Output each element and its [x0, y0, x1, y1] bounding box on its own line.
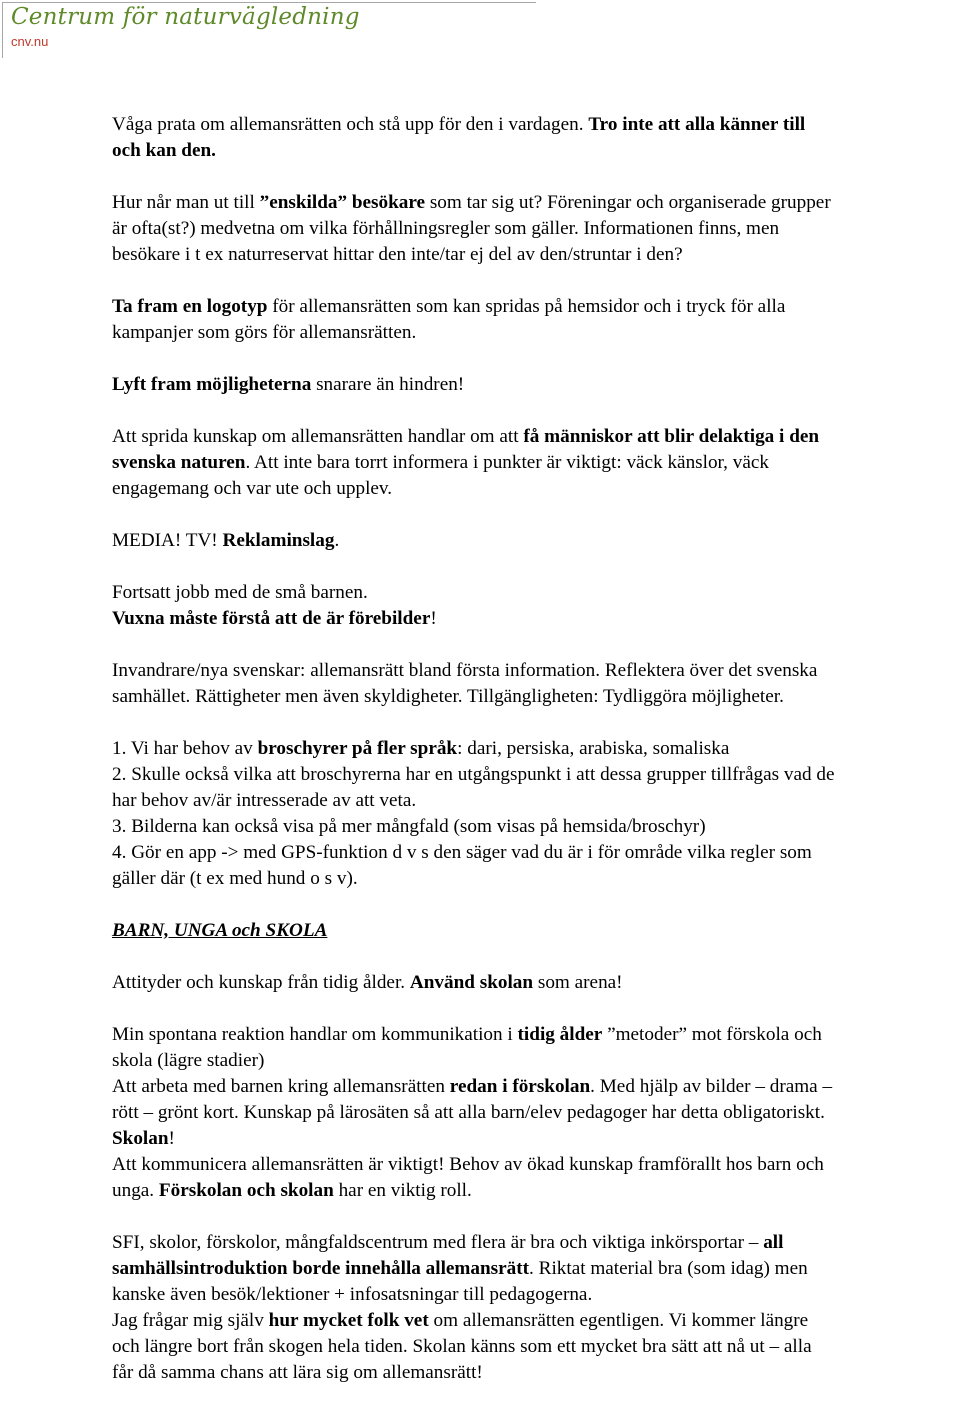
bold-text: och kan den.	[112, 140, 216, 161]
text-run: Att sprida kunskap om allemansrätten handlar om att	[112, 426, 524, 447]
bold-text: Ta fram en logotyp	[112, 296, 268, 317]
text-run: som arena!	[533, 972, 623, 993]
bold-text: Tro inte att alla känner till	[588, 114, 806, 135]
brand-url: cnv.nu	[11, 34, 49, 49]
text-line	[112, 1282, 960, 1308]
bold-text: Reklaminslag	[222, 530, 335, 551]
text-run: Invandrare/nya svenskar: allemansrätt bland första information. Reflektera över det svenska	[112, 660, 818, 681]
bold-text: Förskolan och skolan	[158, 1180, 334, 1201]
paragraph	[112, 580, 960, 632]
text-run: kanske även besök/lektioner + infosatsningar till pedagogerna.	[112, 1284, 593, 1305]
text-line	[112, 684, 960, 710]
bold-text: Lyft fram möjligheterna	[112, 374, 312, 395]
text-run: skola (lägre stadier)	[112, 1050, 265, 1071]
text-line	[112, 1334, 960, 1360]
text-run: ”metoder” mot förskola och	[602, 1024, 822, 1045]
text-line	[112, 1022, 960, 1048]
text-line	[112, 1178, 960, 1204]
bold-text: hur mycket folk vet	[268, 1310, 429, 1331]
paragraph	[112, 736, 960, 892]
text-line	[112, 424, 960, 450]
text-run: har behov av/är intresserade av att veta.	[112, 790, 417, 811]
text-line	[112, 788, 960, 814]
text-run: MEDIA! TV!	[112, 530, 223, 551]
text-run: 4. Gör en app -> med GPS-funktion d v s den säger vad du är i för område vilka regler som	[112, 842, 812, 863]
text-run: rött – grönt kort. Kunskap på lärosäten så att alla barn/elev pedagoger har detta obligatoriskt.	[112, 1102, 825, 1123]
brand-logo-text: Centrum för naturvägledning	[11, 4, 360, 30]
text-line	[112, 450, 960, 476]
text-run: .	[334, 530, 340, 551]
text-run: för allemansrätten som kan spridas på hemsidor och i tryck för alla	[267, 296, 786, 317]
text-line	[112, 1308, 960, 1334]
text-run: Att kommunicera allemansrätten är viktigt! Behov av ökad kunskap framförallt hos barn och	[112, 1154, 824, 1175]
text-run: engagemang och var ute och upplev.	[112, 478, 393, 499]
text-run: . Med hjälp av bilder – drama –	[590, 1076, 833, 1097]
text-run: BARN, UNGA och SKOLA	[112, 920, 328, 941]
text-run: om allemansrätten egentligen. Vi kommer längre	[428, 1310, 809, 1331]
text-line	[112, 372, 960, 398]
text-run: besökare i t ex naturreservat hittar den inte/tar ej del av den/struntar i den?	[112, 244, 683, 265]
text-run: Attityder och kunskap från tidig ålder.	[112, 972, 410, 993]
text-run: Min spontana reaktion handlar om kommunikation i	[112, 1024, 518, 1045]
paragraph	[112, 658, 960, 710]
paragraph	[112, 372, 960, 398]
paragraph	[112, 1022, 960, 1204]
text-line	[112, 1074, 960, 1100]
text-line	[112, 866, 960, 892]
paragraph	[112, 1230, 960, 1386]
header-rule-horizontal	[2, 2, 536, 3]
text-run: !	[430, 608, 437, 629]
text-line	[112, 736, 960, 762]
text-line	[112, 528, 960, 554]
text-line	[112, 970, 960, 996]
paragraph	[112, 112, 960, 164]
text-run: gäller där (t ex med hund o s v).	[112, 868, 358, 889]
text-line	[112, 476, 960, 502]
text-run: Fortsatt jobb med de små barnen.	[112, 582, 368, 603]
bold-text: Använd skolan	[409, 972, 534, 993]
bold-text: svenska naturen	[112, 452, 246, 473]
text-run: har en viktig roll.	[333, 1180, 472, 1201]
text-line	[112, 294, 960, 320]
text-run: : dari, persiska, arabiska, somaliska	[457, 738, 730, 759]
text-run: snarare än hindren!	[311, 374, 465, 395]
section-heading	[112, 918, 960, 944]
page-header	[0, 0, 540, 60]
header-rule-vertical	[2, 2, 3, 58]
bold-text: Skolan	[112, 1128, 169, 1149]
text-run: Jag frågar mig själv	[112, 1310, 269, 1331]
text-line	[112, 580, 960, 606]
text-run: . Riktat material bra (som idag) men	[529, 1258, 808, 1279]
text-line	[112, 190, 960, 216]
bold-text: Vuxna måste förstå att de är förebilder	[112, 608, 431, 629]
text-line	[112, 216, 960, 242]
bold-text: ”enskilda” besökare	[259, 192, 426, 213]
text-line	[112, 658, 960, 684]
text-line	[112, 1152, 960, 1178]
text-line	[112, 138, 960, 164]
bold-text: broschyrer på fler språk	[257, 738, 458, 759]
text-line	[112, 1256, 960, 1282]
paragraph	[112, 424, 960, 502]
text-run: 1. Vi har behov av	[112, 738, 258, 759]
text-run: kampanjer som görs för allemansrätten.	[112, 322, 417, 343]
paragraph	[112, 190, 960, 268]
text-run: unga.	[112, 1180, 159, 1201]
paragraph	[112, 970, 960, 996]
text-run: och längre bort från skogen hela tiden. Skolan känns som ett mycket bra sätt att nå ut – alla	[112, 1336, 812, 1357]
text-line	[112, 1360, 960, 1386]
text-run: Att arbeta med barnen kring allemansrätten	[112, 1076, 450, 1097]
bold-text: tidig ålder	[517, 1024, 603, 1045]
text-run: får då samma chans att lära sig om allemansrätt!	[112, 1362, 483, 1383]
text-line	[112, 242, 960, 268]
text-run: 2. Skulle också vilka att broschyrerna har en utgångspunkt i att dessa grupper tillfrågas vad de	[112, 764, 835, 785]
text-line	[112, 840, 960, 866]
text-run: som tar sig ut? Föreningar och organiserade grupper	[425, 192, 831, 213]
paragraph	[112, 294, 960, 346]
text-line	[112, 1100, 960, 1126]
text-line	[112, 112, 960, 138]
text-run: SFI, skolor, förskolor, mångfaldscentrum med flera är bra och viktiga inkörsportar –	[112, 1232, 764, 1253]
text-run: Våga prata om allemansrätten och stå upp för den i vardagen.	[112, 114, 589, 135]
text-line	[112, 1048, 960, 1074]
text-run: samhället. Rättigheter men även skyldigheter. Tillgängligheten: Tydliggöra möjligheter.	[112, 686, 784, 707]
text-run: !	[168, 1128, 175, 1149]
text-line	[112, 1230, 960, 1256]
text-line	[112, 762, 960, 788]
bold-text: redan i förskolan	[449, 1076, 591, 1097]
text-run: 3. Bilderna kan också visa på mer mångfald (som visas på hemsida/broschyr)	[112, 816, 706, 837]
bold-text: samhällsintroduktion borde innehålla allemansrätt	[112, 1258, 530, 1279]
text-line	[112, 606, 960, 632]
bold-text: all	[763, 1232, 784, 1253]
document-body	[112, 112, 960, 1412]
text-line	[112, 814, 960, 840]
text-run: Hur når man ut till	[112, 192, 260, 213]
text-line	[112, 918, 960, 944]
bold-text: få människor att blir delaktiga i den	[523, 426, 820, 447]
text-run: . Att inte bara torrt informera i punkter är viktigt: väck känslor, väck	[245, 452, 769, 473]
text-line	[112, 320, 960, 346]
paragraph	[112, 528, 960, 554]
text-run: är ofta(st?) medvetna om vilka förhållningsregler som gäller. Informationen finns, men	[112, 218, 780, 239]
text-line	[112, 1126, 960, 1152]
